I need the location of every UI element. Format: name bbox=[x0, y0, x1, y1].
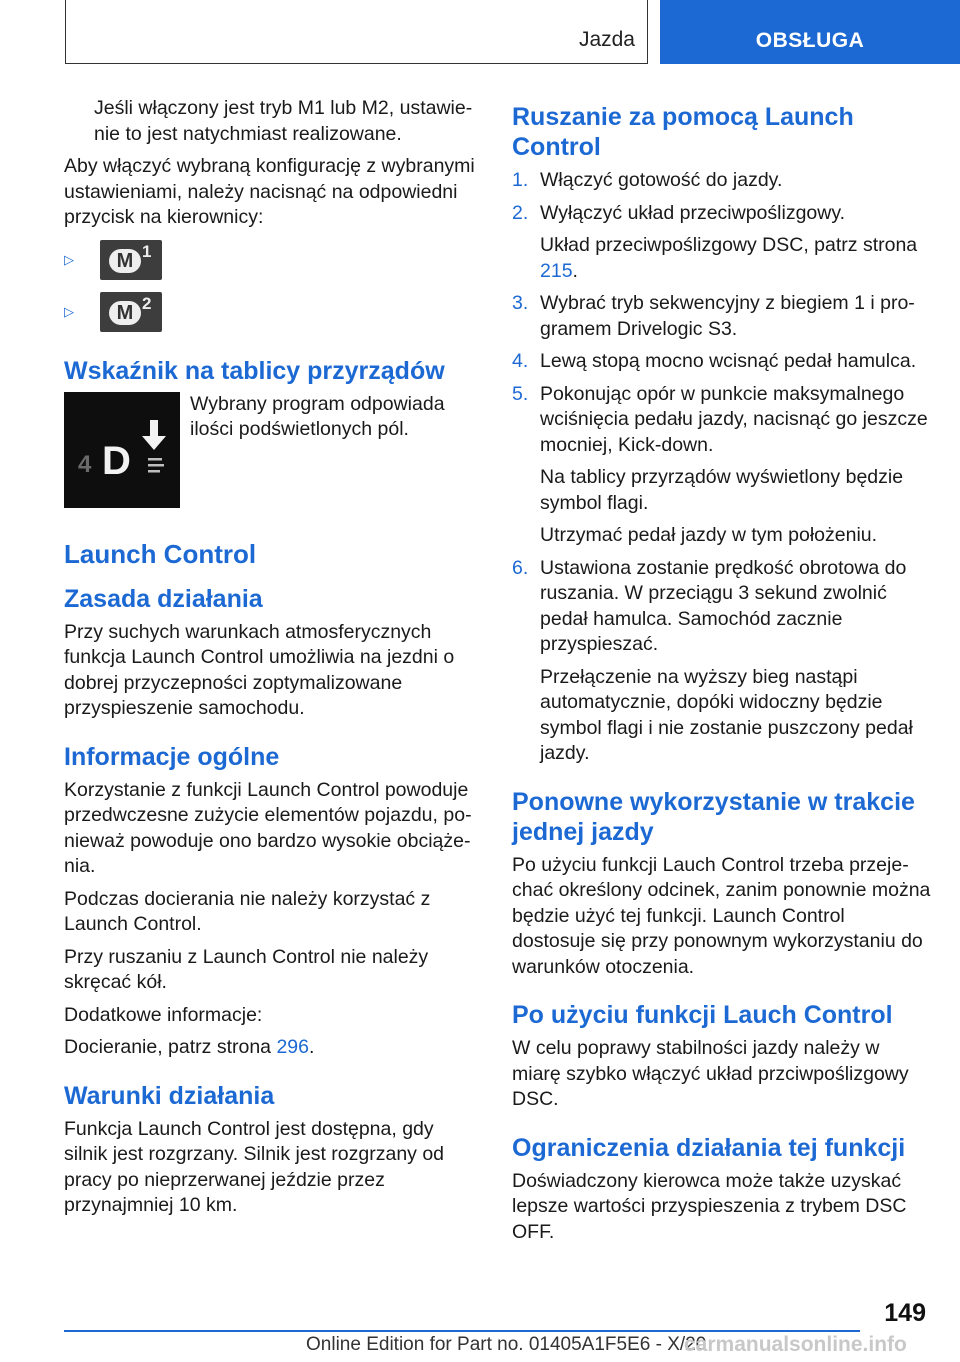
after-heading: Po użyciu funkcji Lauch Control bbox=[512, 1001, 893, 1029]
step-number: 2. bbox=[512, 201, 529, 224]
gear-display-icon bbox=[64, 392, 180, 508]
step-text: Wyłączyć układ przeciwpoślizgowy. bbox=[540, 201, 846, 224]
step-number: 1. bbox=[512, 169, 529, 191]
general-p1: Korzystanie z funkcji Launch Control powoduje przedwczesne zużycie elementów pojazdu, ponieważ powoduje ono bardzo wysokie obciążenia. bbox=[64, 778, 472, 877]
step-number: 4. bbox=[512, 350, 529, 372]
m2-button-icon bbox=[100, 292, 162, 332]
page-number: 149 bbox=[884, 1299, 926, 1327]
section-title: Jazda bbox=[578, 28, 635, 51]
m-letter: M bbox=[109, 301, 141, 325]
m-letter: M bbox=[109, 249, 141, 273]
list-item bbox=[512, 382, 932, 549]
general-p3: Przy ruszaniu z Launch Control nie należy skręcać kół. bbox=[64, 945, 429, 993]
limits-heading: Ograniczenia działania tej funkcji bbox=[512, 1133, 906, 1162]
principle-heading: Zasada działania bbox=[64, 584, 263, 613]
reference-end: . bbox=[308, 1036, 315, 1058]
step-subtext: Na tablicy przyrządów wyświetlony będzie symbol flagi. bbox=[540, 466, 904, 514]
triangle-bullet-icon: ▷ bbox=[64, 303, 74, 319]
list-item bbox=[512, 168, 932, 194]
list-item bbox=[512, 291, 932, 342]
list-item bbox=[512, 349, 932, 375]
chapter-tab[interactable] bbox=[660, 0, 960, 64]
button-instruction: Aby włączyć wybraną konfigurację z wybranymi ustawieniami, należy nacisnąć na odpowiedni przycisk na kierownicy: bbox=[64, 155, 475, 228]
step-text: Lewą stopą mocno wcisnąć pedał hamulca. bbox=[540, 350, 917, 372]
reference-text: Układ przeciwpoślizgowy DSC, patrz strona bbox=[540, 234, 918, 256]
principle-text: Przy suchych warunkach atmosferycznych funkcja Launch Control umożliwia na jezdni o dobrej przyczepności zoptymalizowane przyspieszenie samochodu. bbox=[64, 620, 455, 719]
m2-button-item bbox=[64, 290, 476, 334]
svg-text:4: 4 bbox=[78, 450, 92, 478]
step-number: 6. bbox=[512, 556, 529, 579]
indicator-block bbox=[64, 392, 476, 508]
footer-divider bbox=[64, 1330, 860, 1332]
svg-text:D: D bbox=[102, 438, 131, 483]
step-text: Pokonując opór w punkcie maksymalnego wciśnięcia pedału jazdy, nacisnąć go jeszcze mocniej, Kick-down. bbox=[540, 382, 928, 456]
reference-end: . bbox=[572, 259, 578, 282]
launch-control-title: Launch Control bbox=[64, 538, 257, 569]
step-text: Ustawiona zostanie prędkość obrotowa do ruszania. W przeciągu 3 sekund zwolnić pedał hamulca. Samochód zacznie przyspieszać. bbox=[540, 556, 907, 655]
indicator-text: Wybrany program odpowiada ilości podświetlonych pól. bbox=[190, 392, 445, 440]
after-text: W celu poprawy stabilności jazdy należy w miarę szybko włączyć układ przciwpoślizgowy DSC. bbox=[512, 1037, 909, 1110]
step-subtext bbox=[540, 233, 932, 284]
page-link-215[interactable]: 215 bbox=[540, 259, 573, 282]
step-subtext: Utrzymać pedał jazdy w tym położeniu. bbox=[540, 524, 878, 546]
chapter-tab-label: OBSŁUGA bbox=[755, 29, 865, 52]
step-subtext: Przełączenie na wyższy bieg nastąpi automatycznie, dopóki widoczny będzie symbol flagi i nie zostanie puszczony pedał jazdy. bbox=[540, 665, 913, 764]
reuse-heading: Ponowne wykorzystanie w trakcie jednej jazdy bbox=[512, 787, 915, 846]
right-column bbox=[512, 96, 932, 1252]
general-p5 bbox=[64, 1035, 476, 1061]
edition-text: Online Edition for Part no. 01405A1F5E6 - X/20 bbox=[306, 1334, 707, 1355]
indicator-heading: Wskaźnik na tablicy przyrządów bbox=[64, 356, 445, 385]
reference-text: Docieranie, patrz strona bbox=[64, 1036, 277, 1058]
step-text: Włączyć gotowość do jazdy. bbox=[540, 169, 783, 191]
button-number: 2 bbox=[142, 293, 152, 313]
general-p2: Podczas docierania nie należy korzystać z Launch Control. bbox=[64, 887, 431, 935]
m1-button-icon bbox=[100, 240, 162, 280]
step-text: Wybrać tryb sekwencyjny z biegiem 1 i programem Drivelogic S3. bbox=[540, 292, 915, 340]
button-number: 1 bbox=[142, 241, 152, 261]
general-p4: Dodatkowe informacje: bbox=[64, 1003, 263, 1026]
start-heading: Ruszanie za pomocą Launch Control bbox=[512, 103, 854, 161]
conditions-heading: Warunki działania bbox=[64, 1081, 275, 1110]
list-item bbox=[512, 556, 932, 767]
m1-button-item bbox=[64, 238, 476, 282]
list-item bbox=[512, 201, 932, 285]
header-frame bbox=[65, 0, 648, 64]
watermark: carmanualsonline.info bbox=[684, 1333, 907, 1356]
page-link-296[interactable]: 296 bbox=[276, 1036, 309, 1058]
conditions-text: Funkcja Launch Control jest dostępna, gdy silnik jest rozgrzany. Silnik jest rozgrzany od pracy po nieprzerwanej jeździe przez przynajmniej 10 km. bbox=[64, 1117, 445, 1216]
left-column bbox=[64, 96, 476, 1226]
triangle-bullet-icon: ▷ bbox=[64, 251, 74, 267]
mode-note: Jeśli włączony jest tryb M1 lub M2, ustawienie to jest natychmiast realizowane. bbox=[94, 97, 473, 145]
limits-text: Doświadczony kierowca może także uzyskać lepsze wartości przyspieszenia z trybem DSC OFF. bbox=[512, 1169, 907, 1243]
step-number: 5. bbox=[512, 382, 529, 405]
step-number: 3. bbox=[512, 292, 529, 314]
general-heading: Informacje ogólne bbox=[64, 742, 280, 771]
reuse-text: Po użyciu funkcji Lauch Control trzeba przejechać określony odcinek, zanim ponownie można będzie użyć tej funkcji. Launch Control dostosuje się przy ponownym wykorzystaniu do warunków otoczenia. bbox=[512, 853, 931, 978]
steps-list bbox=[512, 168, 932, 767]
